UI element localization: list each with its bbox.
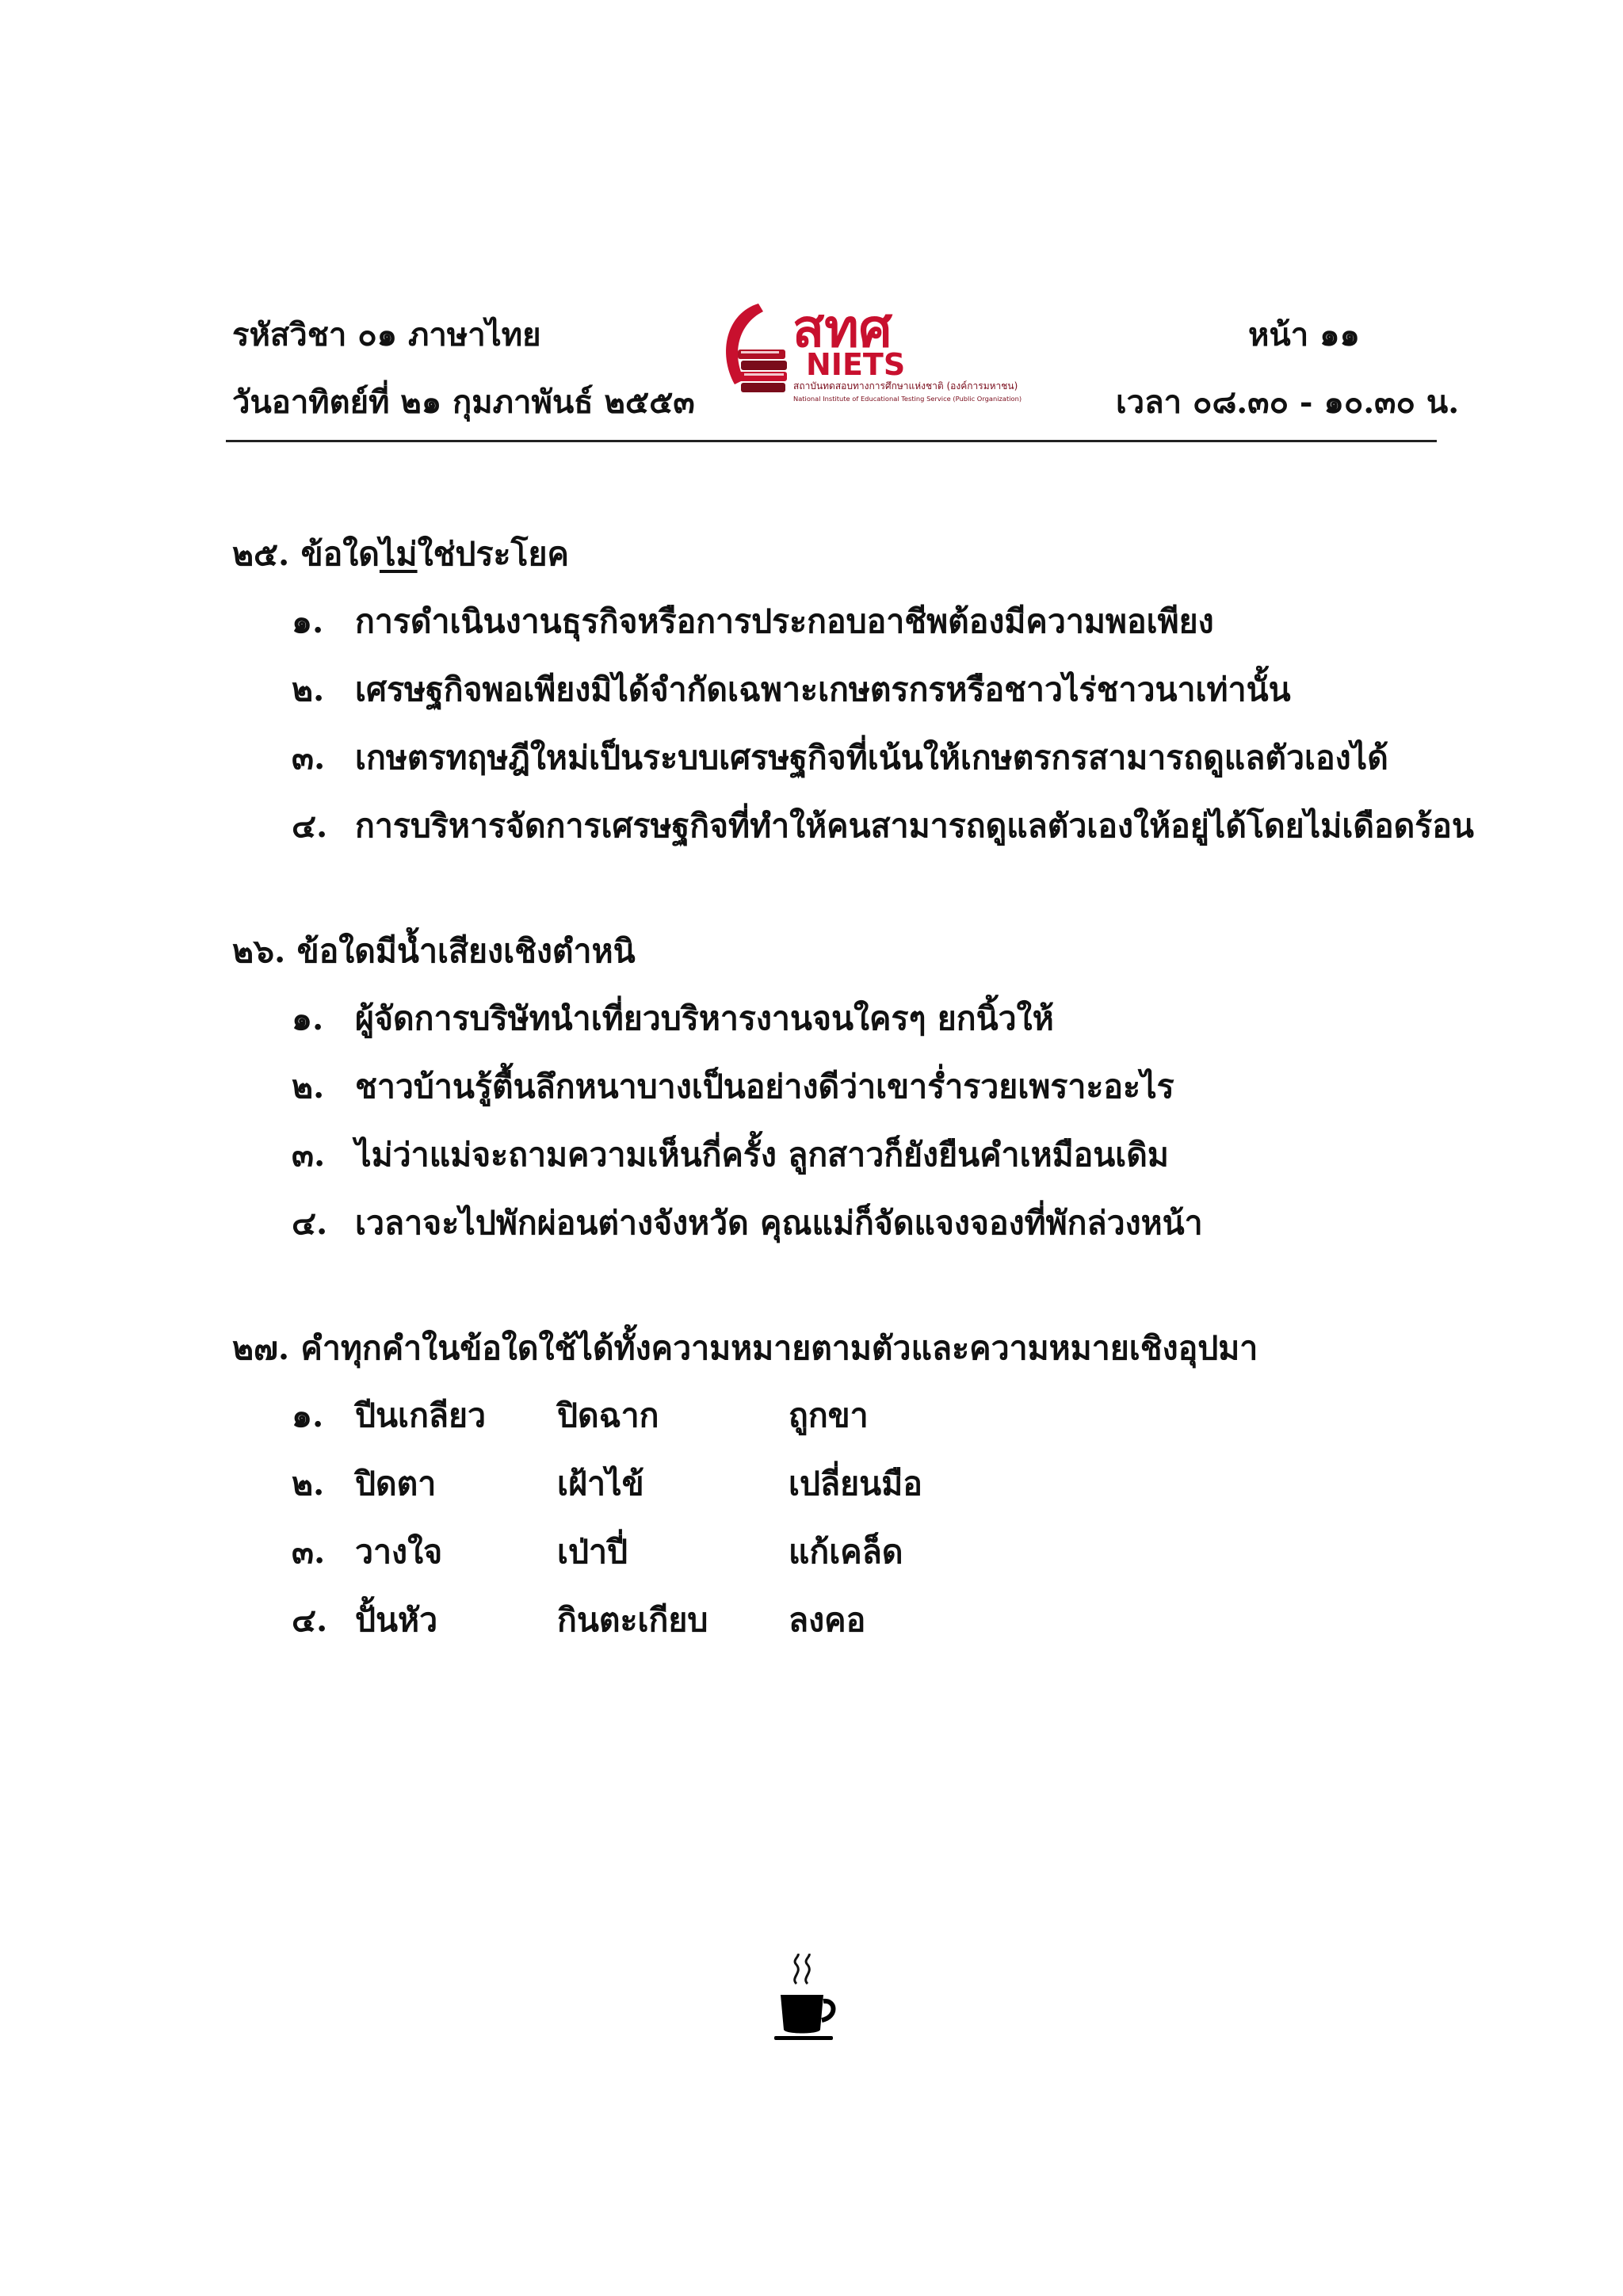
question-text: ข้อใดมีน้ำเสียงเชิงตำหนิ: [296, 932, 636, 970]
question-27-option-1[interactable]: [292, 1390, 869, 1442]
question-27: [232, 1323, 1258, 1374]
question-25-option-1[interactable]: [292, 596, 1214, 648]
option-word-1: ปีนเกลียว: [355, 1396, 487, 1435]
question-text-before: ข้อใด: [300, 535, 380, 573]
question-text-underlined: ไม่: [379, 535, 418, 573]
option-text: ไม่ว่าแม่จะถามความเห็นกี่ครั้ง ลูกสาวก็ยังยืนคำเหมือนเดิม: [355, 1136, 1169, 1174]
option-word-2: เป่าปี่: [557, 1533, 628, 1571]
logo-abbr: NIETS: [806, 347, 906, 382]
option-number: ๒.: [292, 670, 325, 709]
option-text: เกษตรทฤษฎีใหม่เป็นระบบเศรษฐกิจที่เน้นให้เกษตรกรสามารถดูแลตัวเองได้: [355, 739, 1388, 777]
option-number: ๔.: [292, 1601, 328, 1639]
option-text: เวลาจะไปพักผ่อนต่างจังหวัด คุณแม่ก็จัดแจงจองที่พักล่วงหน้า: [355, 1204, 1203, 1242]
option-word-2: เฝ้าไข้: [557, 1465, 644, 1503]
option-text: การดำเนินงานธุรกิจหรือการประกอบอาชีพต้องมีความพอเพียง: [355, 602, 1214, 640]
option-number: ๑.: [292, 602, 324, 640]
question-26-option-1[interactable]: [292, 993, 1054, 1045]
option-number: ๒.: [292, 1068, 325, 1106]
option-word-1: วางใจ: [355, 1533, 443, 1571]
exam-time: เวลา ๐๘.๓๐ - ๑๐.๓๐ น.: [1116, 384, 1460, 421]
coffee-cup-icon: [773, 1954, 844, 2045]
books-icon: [736, 350, 787, 392]
question-27-option-3[interactable]: [292, 1526, 903, 1578]
option-text: ผู้จัดการบริษัทนำเที่ยวบริหารงานจนใครๆ ยกนิ้วให้: [355, 999, 1054, 1037]
logo-name-th: สถาบันทดสอบทางการศึกษาแห่งชาติ (องค์การมหาชน): [793, 380, 1018, 392]
option-word-2: ปิดฉาก: [557, 1396, 659, 1435]
option-word-3: เปลี่ยนมือ: [789, 1465, 922, 1503]
question-27-option-2[interactable]: [292, 1458, 922, 1510]
logo-name-en: National Institute of Educational Testing Service (Public Organization): [793, 395, 1022, 403]
option-text: การบริหารจัดการเศรษฐกิจที่ทำให้คนสามารถดูแลตัวเองให้อยู่ได้โดยไม่เดือดร้อน: [355, 807, 1474, 845]
option-word-3: ลงคอ: [789, 1601, 866, 1639]
question-text: คำทุกคำในข้อใดใช้ได้ทั้งความหมายตามตัวและความหมายเชิงอุปมา: [300, 1329, 1258, 1367]
question-27-option-4[interactable]: [292, 1595, 865, 1646]
header-divider: [226, 440, 1437, 442]
question-number: ๒๗.: [232, 1329, 290, 1367]
option-text: ชาวบ้านรู้ตื้นลึกหนาบางเป็นอย่างดีว่าเขาร่ำรวยเพราะอะไร: [355, 1068, 1174, 1106]
option-text: เศรษฐกิจพอเพียงมิได้จำกัดเฉพาะเกษตรกรหรือชาวไร่ชาวนาเท่านั้น: [355, 670, 1291, 709]
question-26-option-3[interactable]: [292, 1129, 1169, 1181]
option-number: ๓.: [292, 739, 326, 777]
question-text-after: ใช่ประโยค: [417, 535, 569, 573]
option-number: ๔.: [292, 1204, 328, 1242]
niets-logo: [717, 297, 1109, 404]
option-word-3: ถูกขา: [789, 1396, 869, 1435]
question-number: ๒๖.: [232, 932, 286, 970]
option-number: ๒.: [292, 1465, 325, 1503]
question-25-option-3[interactable]: [292, 732, 1388, 784]
option-number: ๓.: [292, 1533, 326, 1571]
question-number: ๒๕.: [232, 535, 290, 573]
option-word-3: แก้เคล็ด: [789, 1533, 903, 1571]
question-26-option-2[interactable]: [292, 1061, 1174, 1113]
option-word-2: กินตะเกียบ: [557, 1601, 708, 1639]
logo-thai-abbr: สทศ: [792, 298, 892, 359]
option-number: ๔.: [292, 807, 328, 845]
question-25: [232, 529, 569, 580]
question-25-option-4[interactable]: [292, 800, 1474, 852]
option-word-1: ปั้นหัว: [355, 1601, 438, 1639]
question-26: [232, 926, 636, 977]
option-number: ๑.: [292, 1396, 324, 1435]
page-number: หน้า ๑๑: [1248, 316, 1360, 353]
question-25-option-2[interactable]: [292, 664, 1291, 716]
option-word-1: ปิดตา: [355, 1465, 437, 1503]
exam-date: วันอาทิตย์ที่ ๒๑ กุมภาพันธ์ ๒๕๕๓: [232, 384, 695, 421]
option-number: ๓.: [292, 1136, 326, 1174]
subject-code: รหัสวิชา ๐๑ ภาษาไทย: [232, 316, 541, 353]
question-26-option-4[interactable]: [292, 1198, 1203, 1249]
option-number: ๑.: [292, 999, 324, 1037]
